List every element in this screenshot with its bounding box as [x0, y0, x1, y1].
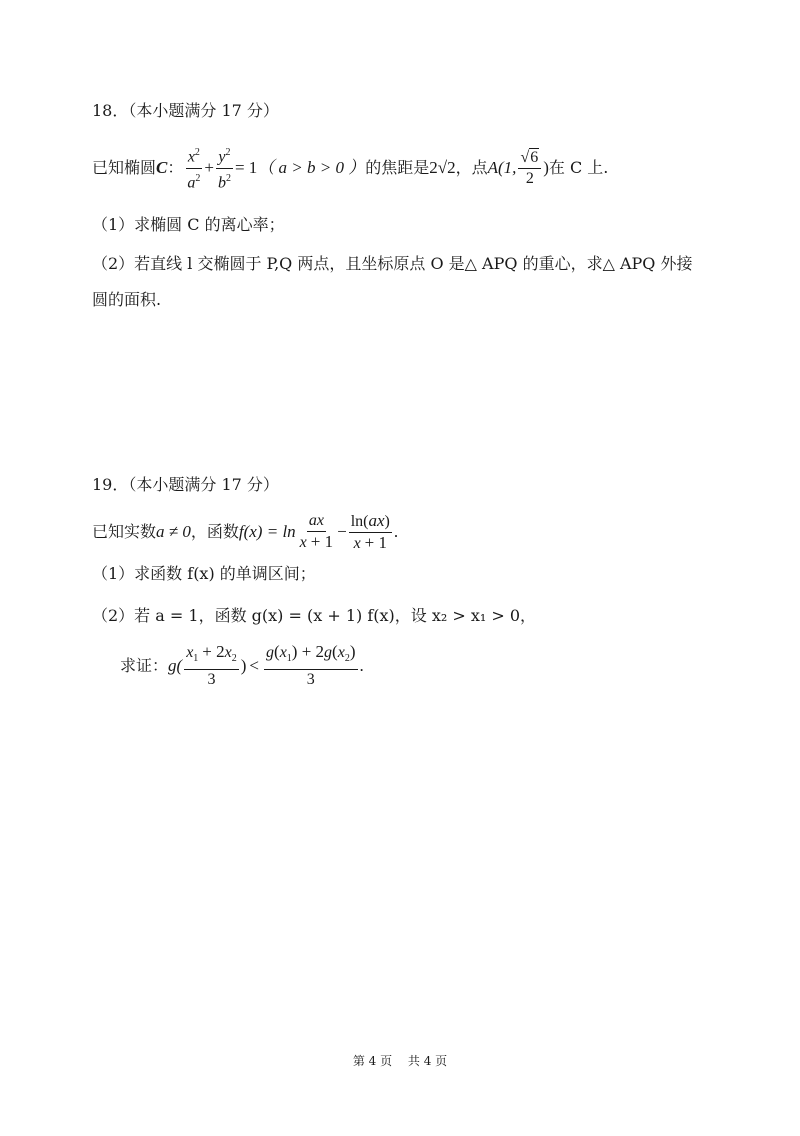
fraction-x1-2x2-over-3: $\frac{x_1 + 2x_2}{3}$: [186, 641, 237, 689]
fraction-sqrt6-2: $\frac{√6}{2}$: [518, 149, 541, 188]
problem-18-stem: 已知椭圆 C ： $\frac{x^2}{a^2}$ + $\frac{y^2}{b^2}$ = 1 （ a > b > 0 ） 的焦距是 2√2 ，点 A(1, $\frac{√6}{2}$ ) 在 C 上.: [92, 146, 608, 190]
fraction-ax-over-x1: $\frac{ax}{x + 1}$: [299, 512, 334, 551]
problem-18-part-1: （1）求椭圆 C 的离心率；: [92, 215, 285, 234]
problem-18-part-2-cont: 圆的面积.: [92, 290, 162, 309]
page-number: 第 4 页: [352, 1054, 393, 1068]
problem-19-part-2: （2）若 a = 1，函数 g(x) = (x + 1) f(x)，设 x₂ > x₁ > 0，: [92, 606, 537, 625]
fraction-lnax-over-x1: $\frac{\ln(ax)}{x + 1}$: [350, 510, 390, 552]
problem-19-proof-statement: 求证： g( $\frac{x_1 + 2x_2}{3}$ ) < $\frac{g(x_1) + 2g(x_2)}{3}$ .: [120, 641, 364, 689]
problem-19-part-1: （1）求函数 f(x) 的单调区间；: [92, 564, 316, 583]
problem-18-part-2: （2）若直线 l 交椭圆于 P,Q 两点，且坐标原点 O 是△ APQ 的重心，求△ APQ 外接: [92, 254, 693, 273]
problem-19-header: 19．（本小题满分 17 分）: [92, 475, 279, 494]
problem-19-stem: 已知实数 a ≠ 0 ，函数 f(x) = ln $\frac{ax}{x + 1}$ − $\frac{\ln(ax)}{x + 1}$ .: [92, 510, 399, 552]
fraction-y2-b2: $\frac{y^2}{b^2}$: [216, 144, 233, 192]
problem-18-header: 18．（本小题满分 17 分）: [92, 101, 279, 120]
page-footer: [0, 1052, 800, 1069]
fraction-x2-a2: $\frac{x^2}{a^2}$: [185, 144, 202, 192]
page-total: 共 4 页: [407, 1054, 448, 1068]
fraction-gx1-2gx2-over-3: $\frac{g(x_1) + 2g(x_2)}{3}$: [266, 641, 356, 689]
